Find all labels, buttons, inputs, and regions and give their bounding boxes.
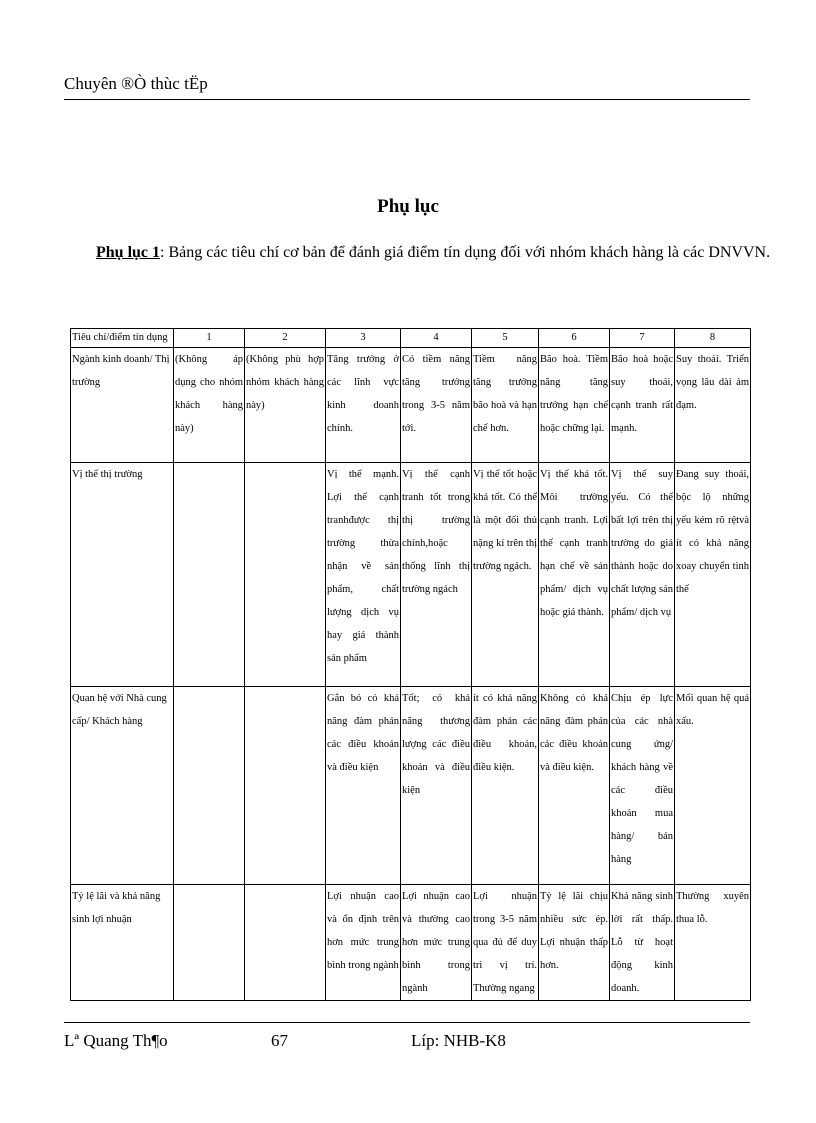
table-cell: (Không phù hợp nhóm khách hàng này) <box>245 348 326 463</box>
table-cell: Thường xuyên thua lỗ. <box>675 885 751 1001</box>
table-cell: Mối quan hệ quá xấu. <box>675 687 751 885</box>
table-cell: Suy thoái. Triển vọng lâu dài ảm đạm. <box>675 348 751 463</box>
table-cell <box>174 463 245 687</box>
criterion-cell: Vị thế thị trường <box>71 463 174 687</box>
header-cell: 6 <box>539 329 610 348</box>
table-cell: Tốt; có khả năng thương lượng các điều khoản và điều kiện <box>401 687 472 885</box>
table-cell: Có tiềm năng tăng trưởng trong 3-5 năm tới. <box>401 348 472 463</box>
footer-class: Líp: NHB-K8 <box>411 1031 506 1050</box>
header-cell: Tiêu chí/điểm tín dụng <box>71 329 174 348</box>
header-cell: 8 <box>675 329 751 348</box>
table-cell: Vị thế cạnh tranh tốt trong thị trường chính,hoặc thống lĩnh thị trường ngách <box>401 463 472 687</box>
table-cell <box>245 463 326 687</box>
table-cell: Tiềm năng tăng trưởng bão hoà và hạn chế hơn. <box>472 348 539 463</box>
header-cell: 5 <box>472 329 539 348</box>
table-caption <box>96 244 776 262</box>
table-cell: Tỷ lệ lãi chịu nhiều sức ép. Lợi nhuận thấp hơn. <box>539 885 610 1001</box>
table-cell: Đang suy thoái, bộc lộ những yếu kém rõ rệtvà ít có khả năng xoay chuyển tình thế <box>675 463 751 687</box>
table-cell: Bão hoà hoặc suy thoái, cạnh tranh rất mạnh. <box>610 348 675 463</box>
header-cell: 4 <box>401 329 472 348</box>
criterion-cell: Ngành kinh doanh/ Thị trường <box>71 348 174 463</box>
caption-text: : Bảng các tiêu chí cơ bản để đánh giá điểm tín dụng đối với nhóm khách hàng là các DNVVN. <box>160 244 771 261</box>
table-cell: Lợi nhuận cao và thường cao hơn mức trung bình trong ngành <box>401 885 472 1001</box>
table-cell <box>245 687 326 885</box>
footer-divider <box>64 1022 750 1023</box>
header-cell: 2 <box>245 329 326 348</box>
criteria-table <box>70 328 751 1001</box>
table-cell: Gắn bó có khả năng đàm phán các điều khoản và điều kiện <box>326 687 401 885</box>
table-cell: Vị thế suy yếu. Có thể bất lợi trên thị trường do giá thành hoặc do chất lượng sản phẩm/ dịch vụ <box>610 463 675 687</box>
table-cell: Vị thế khá tốt. Môi trường cạnh tranh. Lợi thế cạnh tranh hạn chế về sản phẩm/ dịch vụ hoặc giá thành. <box>539 463 610 687</box>
table-row <box>71 687 751 885</box>
table-cell: Bão hoà. Tiềm năng tăng trưởng hạn chế hoặc chững lại. <box>539 348 610 463</box>
table-cell: Khả năng sinh lời rất thấp. Lỗ từ hoạt động kinh doanh. <box>610 885 675 1001</box>
table-cell <box>174 885 245 1001</box>
table-header-row <box>71 329 751 348</box>
footer-author: Lª Quang Th¶o <box>64 1031 168 1050</box>
criterion-cell: Tỷ lệ lãi và khả năng sinh lợi nhuận <box>71 885 174 1001</box>
table-cell: Tăng trưởng ở các lĩnh vực kinh doanh chính. <box>326 348 401 463</box>
caption-label: Phụ lục 1 <box>96 244 161 261</box>
header-divider <box>64 99 750 100</box>
page-title: Phụ lục <box>377 196 439 217</box>
footer-page-number: 67 <box>271 1031 288 1050</box>
header-cell: 1 <box>174 329 245 348</box>
table-cell: Lợi nhuận cao và ổn định trên hơn mức trung bình trong ngành <box>326 885 401 1001</box>
header-cell: 3 <box>326 329 401 348</box>
table-row <box>71 463 751 687</box>
criterion-cell: Quan hệ với Nhà cung cấp/ Khách hàng <box>71 687 174 885</box>
table-cell: Vị thế tốt hoặc khá tốt. Có thể là một đối thủ nặng kí trên thị trường ngách. <box>472 463 539 687</box>
header-cell: 7 <box>610 329 675 348</box>
table-cell: Chịu ép lực của các nhà cung ứng/ khách hàng về các điều khoản mua hàng/ bán hàng <box>610 687 675 885</box>
table-row <box>71 885 751 1001</box>
table-cell: ít có khả năng đàm phán các điều khoản, điều kiện. <box>472 687 539 885</box>
table-row <box>71 348 751 463</box>
table-cell: Lợi nhuận trong 3-5 năm qua đủ để duy trì vị trí. Thường ngang <box>472 885 539 1001</box>
table-cell <box>174 687 245 885</box>
table-cell: Vị thế mạnh. Lợi thế cạnh tranhđược thị trường thừa nhận về sản phẩm, chất lượng dịch vụ hay giá thành sản phẩm <box>326 463 401 687</box>
table-cell <box>245 885 326 1001</box>
table-cell: Không có khả năng đàm phán các điều khoản và điều kiện. <box>539 687 610 885</box>
page-header: Chuyên ®Ò thùc tËp <box>64 74 208 93</box>
table-cell: (Không áp dụng cho nhóm khách hàng này) <box>174 348 245 463</box>
